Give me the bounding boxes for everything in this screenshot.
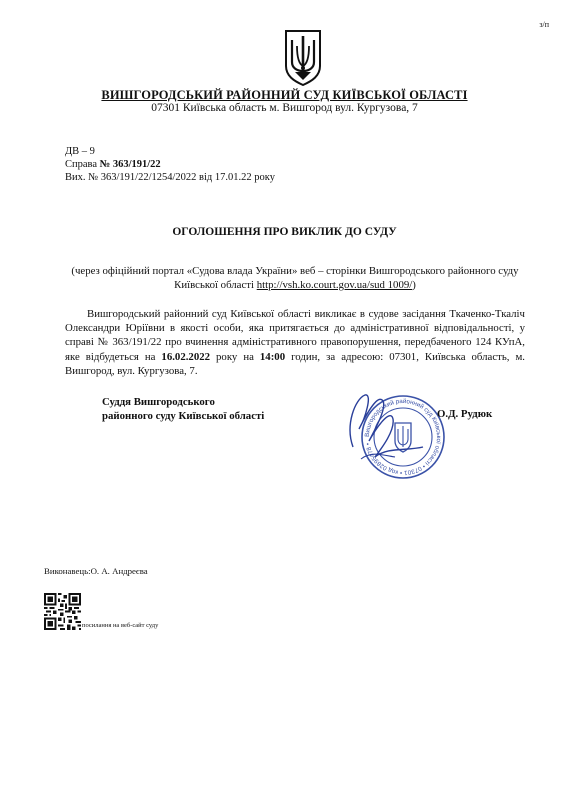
- portal-text: (через офіційний портал «Судова влада України» веб – сторінки Вишгородського районного суду Київської області: [71, 265, 519, 291]
- qr-caption: посилання на веб-сайт суду: [82, 622, 159, 629]
- outgoing-number: Вих. № 363/191/22/1254/2022 від 17.01.22 року: [65, 172, 275, 183]
- qr-code-icon[interactable]: [44, 593, 81, 630]
- portal-note: [60, 264, 530, 292]
- judge-title-line-2: районного суду Київської області: [102, 410, 265, 422]
- document-meta: [65, 145, 275, 184]
- hearing-time: 14:00: [259, 350, 286, 363]
- judge-name: О.Д. Рудюк: [437, 408, 493, 420]
- court-website-link[interactable]: http://vsh.ko.court.gov.ua/sud 1009/: [256, 279, 413, 291]
- judge-title: [102, 395, 264, 423]
- case-number: № 363/191/22: [99, 159, 161, 170]
- form-code: ДВ – 9: [65, 146, 95, 157]
- portal-close: ): [412, 279, 416, 291]
- body-part-3: годин, за адресою: 07301, Київська область, м. Вишгород, вул. Кургузова, 7.: [65, 350, 525, 377]
- summons-body: [65, 307, 525, 378]
- court-stamp-and-signature: [335, 385, 460, 485]
- stamp-text: Вишгородський районний суд Київської області • 07301 • код 02895478 •: [363, 397, 443, 477]
- body-part-1: Вишгородський районний суд Київської області викликає в судове засідання Ткаченко-Ткаліч Олександри Юріївни в якості особи, яка притягається до адміністративної відповідальності, у справі № 363/191/22 про вчинення адміністративного правопорушення, передбаченого 124 КУпА, яке відбудеться на: [65, 308, 525, 363]
- coat-of-arms-icon: [282, 28, 324, 86]
- court-address: 07301 Київська область м. Вишгород вул. Кургузова, 7: [151, 102, 418, 114]
- body-part-2: року на: [210, 350, 260, 363]
- document-title: ОГОЛОШЕННЯ ПРО ВИКЛИК ДО СУДУ: [172, 226, 397, 238]
- executor-name: Виконавець:О. А. Андреєва: [44, 566, 148, 576]
- case-line: [65, 158, 275, 171]
- case-label: Справа: [65, 159, 100, 170]
- court-name: ВИШГОРОДСЬКИЙ РАЙОННИЙ СУД КИЇВСЬКОЇ ОБЛАСТІ: [101, 88, 468, 102]
- judge-title-line-1: Суддя Вишгородського: [102, 396, 215, 408]
- hearing-date: 16.02.2022: [161, 350, 211, 363]
- page-code: з/п: [539, 20, 549, 29]
